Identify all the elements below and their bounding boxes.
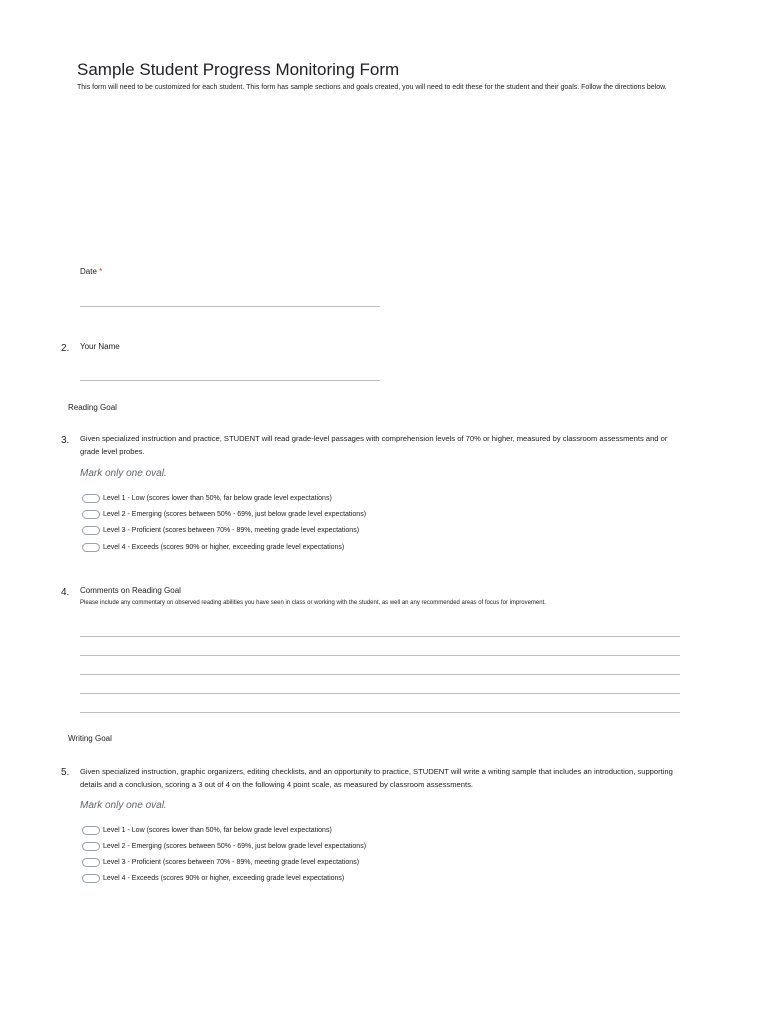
option-label: Level 1 - Low (scores lower than 50%, far below grade level expectations)	[103, 494, 332, 502]
radio-oval[interactable]	[82, 526, 100, 535]
option-label: Level 2 - Emerging (scores between 50% - 69%, just below grade level expectations)	[103, 842, 367, 850]
form-title: Sample Student Progress Monitoring Form	[77, 60, 400, 79]
radio-option[interactable]	[82, 870, 366, 886]
option-label: Level 4 - Exceeds (scores 90% or higher, exceeding grade level expectations)	[103, 874, 345, 882]
date-question-label	[80, 267, 102, 276]
comment-answer-line[interactable]	[80, 655, 680, 656]
radio-option[interactable]	[82, 822, 366, 838]
option-label: Level 3 - Proficient (scores between 70% - 89%, meeting grade level expectations)	[103, 527, 360, 534]
reading-goal-text: Given specialized instruction and practice, STUDENT will read grade-level passages with comprehension levels of 70% or higher, measured by classroom assessments and or grade level probes.	[80, 434, 668, 456]
radio-option[interactable]	[82, 539, 366, 555]
name-answer-line[interactable]	[80, 380, 380, 381]
radio-oval[interactable]	[82, 858, 100, 867]
comment-answer-line[interactable]	[80, 693, 680, 694]
mark-instruction: Mark only one oval.	[80, 468, 167, 479]
radio-oval[interactable]	[82, 510, 100, 519]
radio-oval[interactable]	[82, 842, 100, 851]
question-number: 3.	[61, 435, 70, 446]
date-answer-line[interactable]	[80, 306, 380, 307]
radio-option[interactable]	[82, 506, 366, 522]
required-mark: *	[99, 267, 103, 276]
radio-option[interactable]	[82, 854, 366, 870]
radio-oval[interactable]	[82, 826, 100, 835]
writing-options	[82, 822, 366, 886]
comment-answer-line[interactable]	[80, 674, 680, 675]
name-question-label: Your Name	[80, 342, 120, 351]
option-label: Level 3 - Proficient (scores between 70% - 89%, meeting grade level expectations)	[103, 858, 360, 866]
mark-instruction: Mark only one oval.	[80, 800, 167, 811]
section-title-writing: Writing Goal	[68, 734, 112, 743]
writing-goal-text: Given specialized instruction, graphic organizers, editing checklists, and an opportunity to practice, STUDENT will write a writing sample that includes an introduction, supporting details and a conclusion, scoring a 3 out of 4 on the following 4 point scale, as measured by classroom assessments.	[80, 767, 673, 789]
option-label: Level 4 - Exceeds (scores 90% or higher, exceeding grade level expectations)	[103, 543, 345, 551]
question-number: 5.	[61, 767, 70, 778]
comment-answer-line[interactable]	[80, 712, 680, 713]
radio-oval[interactable]	[82, 494, 100, 503]
option-label: Level 1 - Low (scores lower than 50%, far below grade level expectations)	[103, 826, 332, 834]
date-label-text: Date	[80, 267, 97, 276]
reading-options	[82, 490, 366, 555]
form-description: This form will need to be customized for each student. This form has sample sections and goals created, you will need to edit these for the student and their goals. Follow the directions below.	[77, 84, 667, 91]
radio-oval[interactable]	[82, 543, 100, 552]
reading-comments-hint: Please include any commentary on observed reading abilities you have seen in class or working with the student, as well an any recommended areas of focus for improvement.	[80, 600, 546, 606]
option-label: Level 2 - Emerging (scores between 50% - 69%, just below grade level expectations)	[103, 510, 367, 518]
question-number: 4.	[61, 587, 70, 598]
radio-oval[interactable]	[82, 874, 100, 883]
reading-comments-label: Comments on Reading Goal	[80, 586, 181, 595]
question-number: 2.	[61, 343, 70, 354]
comment-answer-line[interactable]	[80, 636, 680, 637]
radio-option[interactable]	[82, 838, 366, 854]
radio-option[interactable]	[82, 522, 366, 539]
section-title-reading: Reading Goal	[68, 403, 117, 412]
radio-option[interactable]	[82, 490, 366, 506]
